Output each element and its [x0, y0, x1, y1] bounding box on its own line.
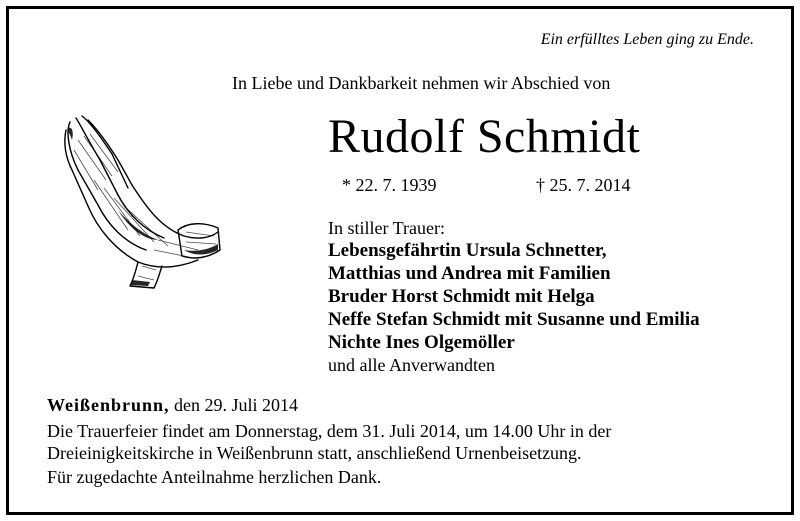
birth-date: * 22. 7. 1939	[342, 175, 437, 195]
mourners-block	[328, 217, 700, 376]
deceased-name: Rudolf Schmidt	[328, 110, 641, 163]
mourner-name: Bruder Horst Schmidt mit Helga	[328, 286, 595, 307]
mourners-list	[328, 239, 700, 354]
motto: Ein erfülltes Leben ging zu Ende.	[540, 31, 754, 48]
death-date: † 25. 7. 2014	[536, 175, 631, 195]
place: Weißenbrunn,	[47, 395, 170, 415]
mourner-name: Nichte Ines Olgemöller	[328, 332, 515, 353]
place-date-line	[47, 395, 298, 416]
mourner-name: Neffe Stefan Schmidt mit Susanne und Emilia	[328, 309, 700, 330]
mourners-lead: In stiller Trauer:	[328, 218, 445, 238]
thanks-line: Für zugedachte Anteilnahme herzlichen Dank.	[47, 467, 382, 487]
mourners-tail: und alle Anverwandten	[328, 355, 495, 375]
mourner-name: Matthias und Andrea mit Familien	[328, 263, 611, 284]
praying-hands-icon	[58, 110, 224, 290]
intro-text: In Liebe und Dankbarkeit nehmen wir Abschied von	[232, 73, 611, 93]
service-details: Die Trauerfeier findet am Donnerstag, dem 31. Juli 2014, um 14.00 Uhr in der Dreieinigkeitskirche in Weißenbrunn statt, anschließend Urnenbeisetzung.	[47, 421, 612, 463]
mourner-name: Lebensgefährtin Ursula Schnetter,	[328, 240, 607, 261]
notice-date: den 29. Juli 2014	[174, 395, 299, 415]
